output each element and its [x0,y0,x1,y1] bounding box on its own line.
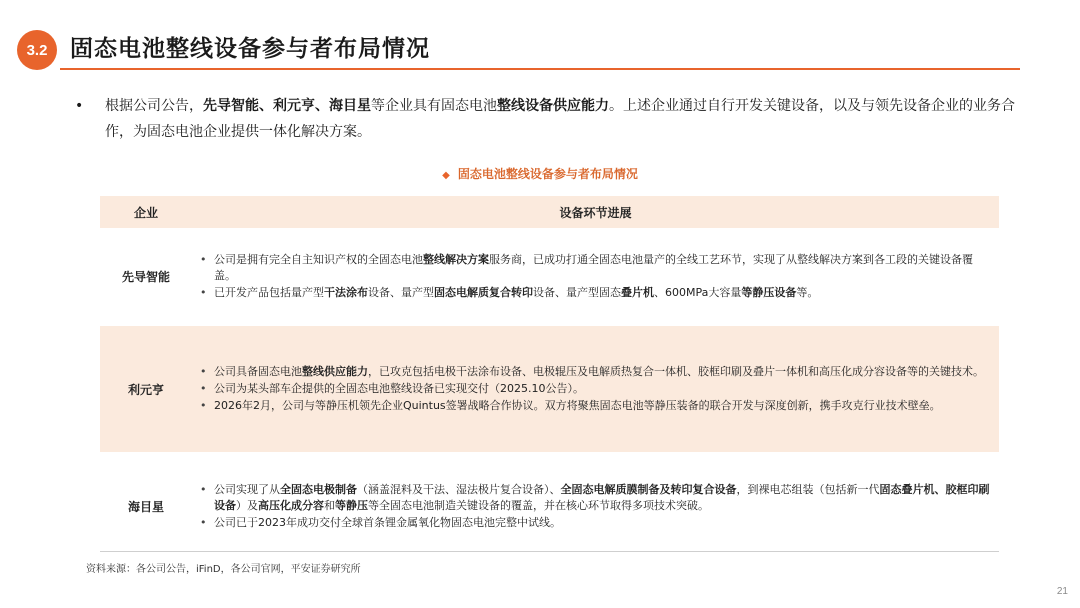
text-run: 、600MPa大容量 [654,285,742,299]
table-row [100,454,999,561]
text-run: 公司已于2023年成功交付全球首条锂金属氧化物固态电池完整中试线。 [214,516,561,529]
text-run: 公司为某头部车企提供的全固态电池整线设备已实现交付（2025.10公告）。 [214,382,584,395]
progress-item [200,515,999,531]
emphasized-text: 固态电解质复合转印 [434,285,533,299]
text-run: 服务商，已成功打通全固态电池量产的全线工艺环节，实现了从整线解决方案到各工段的关键设备覆盖。 [214,252,973,282]
progress-cell [192,481,999,532]
text-run: 。上述企业通过自行开发关键设备，以及与领先设备企业的业务合作，为固态电池企业提供一体化解决方案。 [105,98,1015,140]
text-run: 和 [324,499,335,512]
text-run: 等全固态电池制造关键设备的覆盖，并在核心环节取得多项技术突破。 [368,499,709,512]
emphasized-text: 叠片机 [621,285,654,299]
text-run: 公司具备固态电池 [214,365,302,378]
progress-item [200,285,999,301]
text-run: 设备、量产型 [368,285,434,299]
emphasized-text: 整线设备供应能力 [497,98,609,114]
text-run: 2026年2月，公司与等静压机领先企业Quintus签署战略合作协议。双方将聚焦固态电池等静压装备的联合开发与深度创新，携手攻克行业技术壁垒。 [214,399,941,412]
text-run: 设备、量产型固态 [533,285,621,299]
emphasized-text: 干法涂布 [324,285,368,299]
participants-table [100,196,999,561]
text-run: 已开发产品包括量产型 [214,285,324,299]
text-run: 公司实现了从 [214,483,280,496]
page-number: 21 [1056,586,1068,597]
table-bottom-divider [100,551,999,552]
progress-item [200,252,999,284]
text-run: ，已攻克包括电极干法涂布设备、电极辊压及电解质热复合一体机、胶框印刷及叠片一体机和高压化成分容设备等的关键技术。 [368,365,984,378]
table-row [100,326,999,454]
text-run: 等企业具有固态电池 [371,98,497,114]
emphasized-text: 等静压 [335,499,368,512]
diamond-icon: ◆ [442,170,450,181]
table-header [100,196,999,228]
header-progress: 设备环节进展 [559,205,632,220]
text-run: 根据公司公告， [105,98,203,114]
source-note: 资料来源：各公司公告，iFinD，各公司官网，平安证券研究所 [86,564,361,575]
emphasized-text: 固态叠片机、胶框印刷设备 [214,483,990,512]
emphasized-text: 全固态电解质膜制备及转印复合设备 [560,483,737,496]
table-caption-text: 固态电池整线设备参与者布局情况 [457,167,638,181]
progress-item [200,364,999,380]
progress-cell [192,251,999,302]
emphasized-text: 全固态电极制备 [280,483,357,496]
title-divider [60,68,1020,70]
table-caption [0,164,1080,186]
intro-bullet: • [75,98,84,114]
emphasized-text: 整线解决方案 [423,252,489,266]
text-run: 公司是拥有完全自主知识产权的全固态电池 [214,252,423,266]
company-name: 海目星 [127,500,164,514]
text-run: 等。 [796,285,819,299]
section-number-badge: 3.2 [17,30,57,70]
company-name: 利元亨 [127,382,164,397]
company-name: 先导智能 [121,269,170,284]
progress-item [200,482,999,514]
text-run: ，到裸电芯组装（包括新一代 [736,483,880,496]
emphasized-text: 整线供应能力 [302,365,368,378]
emphasized-text: 高压化成分容 [258,499,324,512]
table-row [100,228,999,326]
intro-text [105,93,1015,145]
header-company: 企业 [133,205,158,220]
page-title: 固态电池整线设备参与者布局情况 [70,36,430,62]
intro-paragraph [75,93,1015,145]
text-run: ）及 [236,499,258,512]
progress-item [200,398,999,414]
progress-item [200,381,999,397]
emphasized-text: 先导智能、利元亨、海目星 [203,98,371,114]
emphasized-text: 等静压设备 [741,285,797,299]
text-run: （涵盖混料及干法、湿法极片复合设备）、 [357,483,561,496]
progress-cell [192,363,999,415]
